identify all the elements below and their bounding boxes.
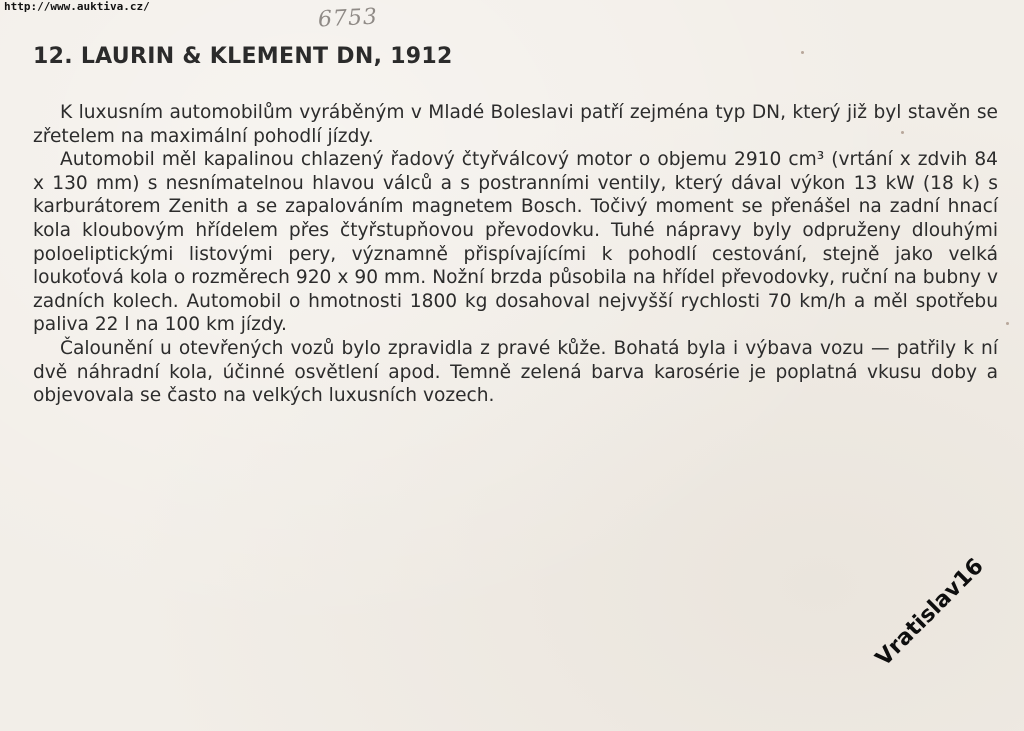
paper-speck — [1006, 322, 1009, 325]
paragraph-interior: Čalounění u otevřených vozů bylo zpravidla z pravé kůže. Bohatá byla i výbava vozu — patřily k ní dvě náhradní kola, účinné osvětlení apod. Temně zelená barva karosérie je poplatná vkusu doby a objevovala se často na velkých luxusních vozech. — [33, 337, 998, 407]
pencil-inventory-number: 6753 — [317, 4, 379, 33]
source-url: http://www.auktiva.cz/ — [4, 0, 150, 13]
seller-watermark: Vratislav16 — [871, 553, 989, 672]
paper-speck — [901, 131, 904, 134]
description-text — [33, 101, 998, 408]
paper-speck — [801, 51, 804, 54]
paragraph-intro: K luxusním automobilům vyráběným v Mladé Boleslavi patří zejména typ DN, který již byl stavěn se zřetelem na maximální pohodlí jízdy. — [33, 102, 998, 147]
paragraph-technical: Automobil měl kapalinou chlazený řadový čtyřválcový motor o objemu 2910 cm³ (vrtání x zdvih 84 x 130 mm) s nesnímatelnou hlavou válců a s postranními ventily, který dával výkon 13 kW (18 k) s karburátorem Zenith a se zapalováním magnetem Bosch. Točivý moment se přenášel na zadní hnací kola kloubovým hřídelem přes čtyřstupňovou převodovku. Tuhé nápravy byly odpruženy dlouhými poloeliptickými listovými pery, významně přispívajícími k pohodlí cestování, stejně jako velká loukoťová kola o rozměrech 920 x 90 mm. Nožní brzda působila na hřídel převodovky, ruční na bubny v zadních kolech. Automobil o hmotnosti 1800 kg dosahoval nejvyšší rychlosti 70 km/h a měl spotřebu paliva 22 l na 100 km jízdy. — [33, 149, 998, 336]
page-title: 12. LAURIN & KLEMENT DN, 1912 — [33, 44, 453, 69]
